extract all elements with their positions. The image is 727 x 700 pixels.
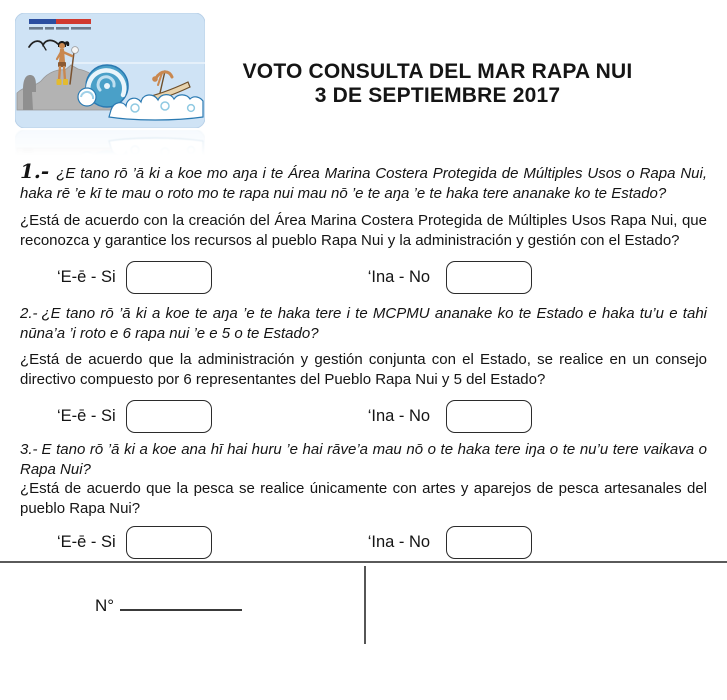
question-1-rapanui: 1.- ¿E tano rō ’ā ki a koe mo aŋa i te Área Marina Costera Protegida de Múltiples Usos o Rapa Nui, haka rē ’e kī te mau o roto mo te rapa nui mau nō ’e te aŋa ’e te haka tere ananake ko te Estado? [20,159,707,202]
question-3-rapanui: 3.- E tano rō ’ā ki a koe ana hī hai huru ’e hai rāve’a mau nō o te haka tere iŋa o te nu’u tere vaikava o Rapa Nui? [20,441,707,478]
ballot-title: VOTO CONSULTA DEL MAR RAPA NUI [242,60,633,83]
ballot-number-line[interactable] [120,595,242,611]
question-2-no-checkbox[interactable] [446,400,532,433]
question-3-spanish: ¿Está de acuerdo que la pesca se realice únicamente con artes y aparejos de pesca artesanales del pueblo Rapa Nui? [20,480,707,517]
title-block [205,60,670,108]
rapa-nui-logo [15,13,205,128]
question-1-no-label: ‘Ina - No [367,267,431,286]
question-2-no-label: ‘Ina - No [367,406,431,425]
fold-divider [364,566,366,644]
question-2-number: 2.- [20,305,38,322]
question-2 [20,304,707,435]
rapa-nui-logo-illustration [15,13,205,128]
question-1-number: 1.- [20,159,50,183]
question-2-answers [20,397,707,435]
question-3-number: 3.- [20,441,38,458]
question-1-answers [20,258,707,296]
question-1-no-checkbox[interactable] [446,261,532,294]
question-1 [20,159,707,296]
header [0,0,727,158]
horizon-line [70,62,205,64]
question-3-answers [20,523,707,561]
question-3-yes-checkbox[interactable] [126,526,212,559]
question-1-yes-checkbox[interactable] [126,261,212,294]
question-1-spanish: ¿Está de acuerdo con la creación del Área Marina Costera Protegida de Múltiples Usos Rapa Nui, que reconozca y garantice los recursos al pueblo Rapa Nui y la administración y gestión con el Estado? [20,212,707,249]
question-3-yes-label: ‘E-ē - Si [57,532,116,551]
question-2-yes-checkbox[interactable] [126,400,212,433]
question-3-no-checkbox[interactable] [446,526,532,559]
question-2-rapanui: 2.- ¿E tano rō ’ā ki a koe te aŋa ’e te haka tere i te MCPMU ananake ko te Estado e haka tu’u e tahi nūna’a ’i roto e 6 rapa nui ’e e 5 o te Estado? [20,305,707,342]
question-3-no-label: ‘Ina - No [367,532,431,551]
question-2-spanish: ¿Está de acuerdo que la administración y gestión conjunta con el Estado, se realice en un consejo directivo compuesto por 6 representantes del Pueblo Rapa Nui y 5 del Estado? [20,351,707,388]
ballot-number-label: N° [95,596,115,615]
logo-reflection [15,130,205,160]
ballot-date: 3 DE SEPTIEMBRE 2017 [314,84,561,107]
question-1-yes-label: ‘E-ē - Si [57,267,116,286]
ballot-body [0,159,727,646]
question-2-yes-label: ‘E-ē - Si [57,406,116,425]
footer [0,563,727,646]
question-3 [20,440,707,561]
